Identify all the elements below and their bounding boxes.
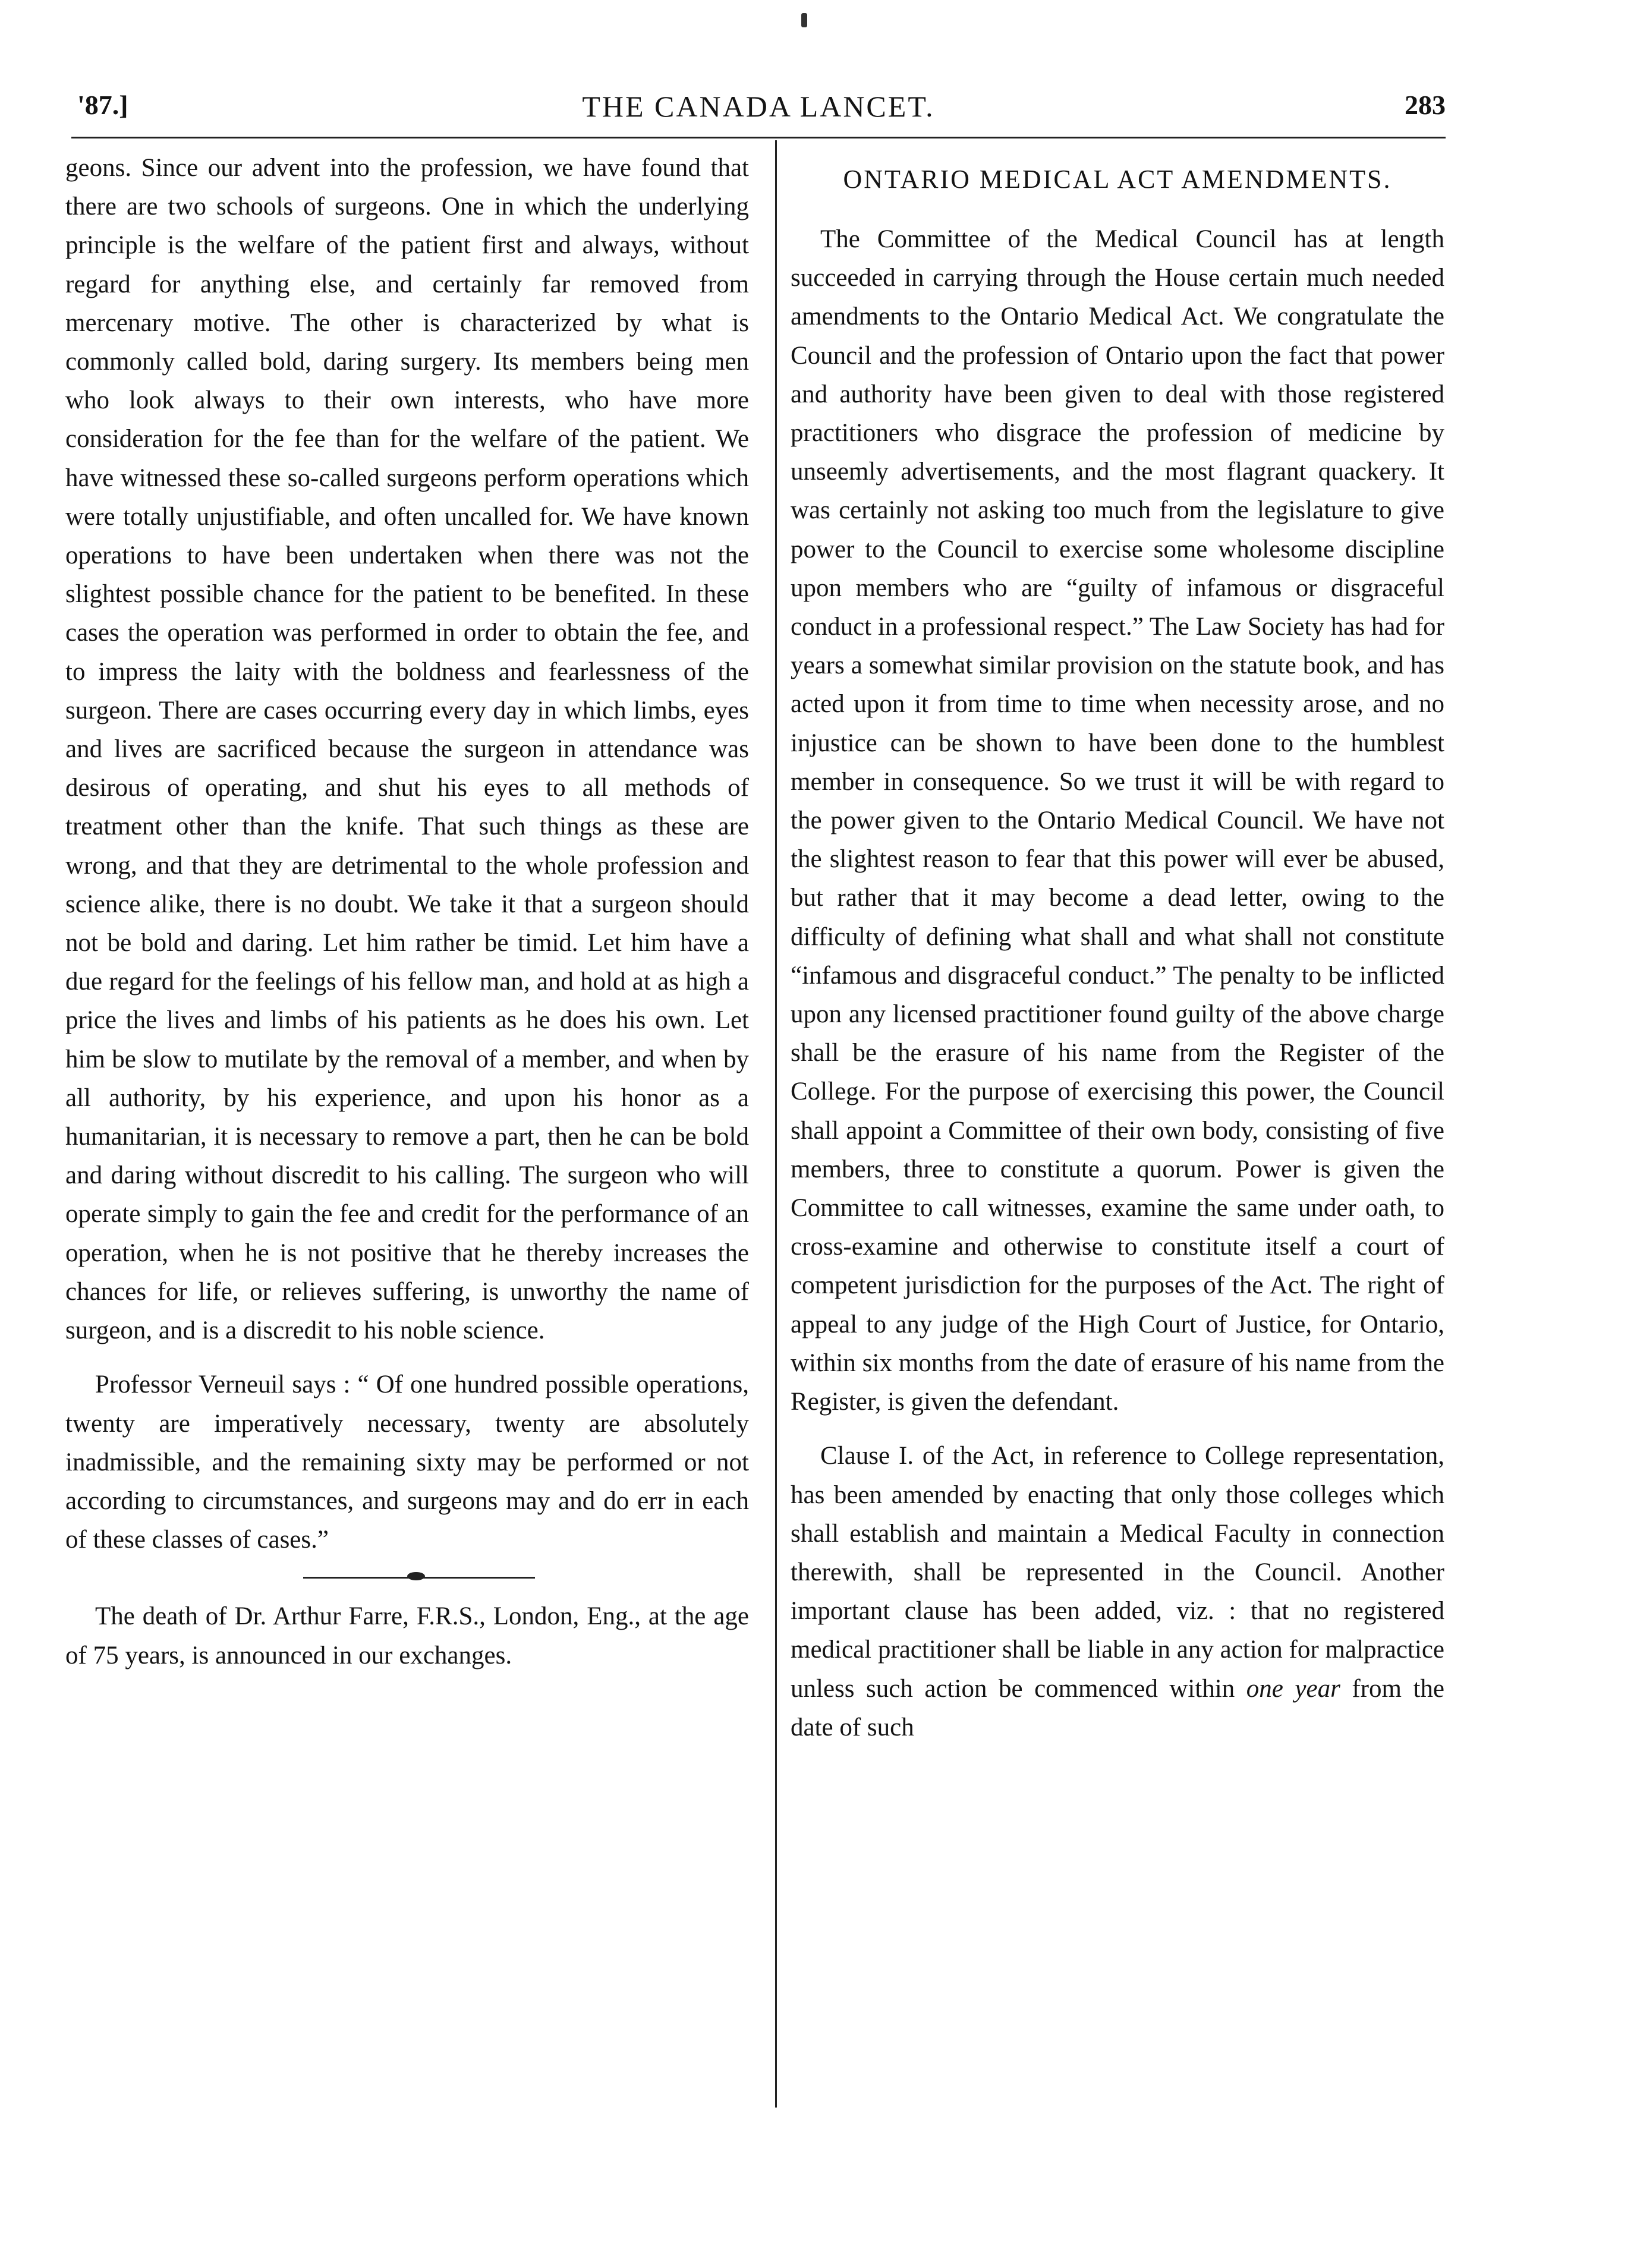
article-heading: ONTARIO MEDICAL ACT AMENDMENTS. [843, 165, 1392, 194]
body-paragraph: geons. Since our advent into the profession, we have found that there are two schools of surgeons. One in which the underlying principle is the welfare of the patient first and always, without regard for anything else, and certainly far removed from mercenary motive. The other is characterized by what is commonly called bold, daring surgery. Its members being men who look always to their own interests, who have more consideration for the fee than for the welfare of the patient. We have witnessed these so-called surgeons perform operations which were totally unjustifiable, and often uncalled for. We have known operations to have been undertaken when there was not the slightest possible chance for the patient to be benefited. In these cases the operation was performed in order to obtain the fee, and to impress the laity with the boldness and fearlessness of the surgeon. There are cases occurring every day in which limbs, eyes and lives are sacrificed because the surgeon in attendance was desirous of operating, and shut his eyes to all methods of treatment other than the knife. That such things as these are wrong, and that they are detrimental to the whole profession and science alike, there is no doubt. We take it that a surgeon should not be bold and daring. Let him rather be timid. Let him have a due regard for the feelings of his fellow man, and hold at as high a price the lives and limbs of his patients as he does his own. Let him be slow to mutilate by the removal of a member, and when by all authority, by his experience, and upon his honor as a humanitarian, it is necessary to remove a part, then he can be bold and daring without discredit to his calling. The surgeon who will operate simply to gain the fee and credit for the performance of an operation, when he is not positive that he thereby increases the chances for life, or relieves suffering, is unworthy the name of surgeon, and is a discredit to his noble science. [65, 154, 749, 1345]
body-paragraph: The Committee of the Medical Council has at length succeeded in carrying through the House certain much needed amendments to the Ontario Medical Act. We congratulate the Council and the profession of Ontario upon the fact that power and authority have been given to deal with those registered practitioners who disgrace the profession of medicine by unseemly advertisements, and the most flagrant quackery. It was certainly not asking too much from the legislature to give power to the Council to exercise some wholesome discipline upon members who are “guilty of infamous or disgraceful conduct in a professional respect.” The Law Society has had for years a somewhat similar provision on the statute book, and has acted upon it from time to time when necessity arose, and no injustice can be shown to have been done to the humblest member in consequence. So we trust it will be with regard to the power given to the Ontario Medical Council. We have not the slightest reason to fear that this power will ever be abused, but rather that it may become a dead letter, owing to the difficulty of defining what shall and what shall not constitute “infamous and disgraceful conduct.” The penalty to be inflicted upon any licensed practitioner found guilty of the above charge shall be the erasure of his name from the Register of the College. For the purpose of exercising this power, the Council shall appoint a Committee of their own body, consisting of five members, three to constitute a quorum. Power is given the Committee to call witnesses, examine the same under oath, to cross-examine and otherwise to constitute itself a court of competent jurisdiction for the purposes of the Act. The right of appeal to any judge of the High Court of Justice, for Ontario, within six months from the date of erasure of his name from the Register, is given the defendant. [791, 225, 1444, 1416]
scan-mark [801, 13, 807, 27]
left-column [65, 149, 749, 1675]
right-column [791, 149, 1444, 1747]
italic-text: one year [1246, 1674, 1340, 1703]
text-run: from the date of such [791, 1674, 1444, 1741]
text-run: Clause I. of the Act, in reference to College representation, has been amended by enacting that only those colleges which shall establish and maintain a Medical Faculty in connection therewith, shall be represented in the Council. Another important clause has been added, viz. : that no registered medical practitioner shall be liable in any action for malpractice unless such action be commenced within [791, 1442, 1444, 1703]
journal-title: THE CANADA LANCET. [582, 90, 935, 123]
body-paragraph [791, 1437, 1444, 1747]
page-number: 283 [1405, 90, 1446, 120]
separator-ornament [407, 1572, 425, 1580]
page-header [71, 89, 1446, 137]
header-rule [71, 137, 1446, 138]
body-paragraph: The death of Dr. Arthur Farre, F.R.S., London, Eng., at the age of 75 years, is announced in our exchanges. [65, 1602, 749, 1670]
column-divider [775, 140, 777, 2108]
body-paragraph: Professor Verneuil says : “ Of one hundred possible operations, twenty are imperatively necessary, twenty are absolutely inadmissible, and the remaining sixty may be performed or not according to circumstances, and surgeons may and do err in each of these classes of cases.” [65, 1371, 749, 1554]
section-separator [65, 1559, 749, 1591]
header-year: '87.] [77, 90, 128, 120]
